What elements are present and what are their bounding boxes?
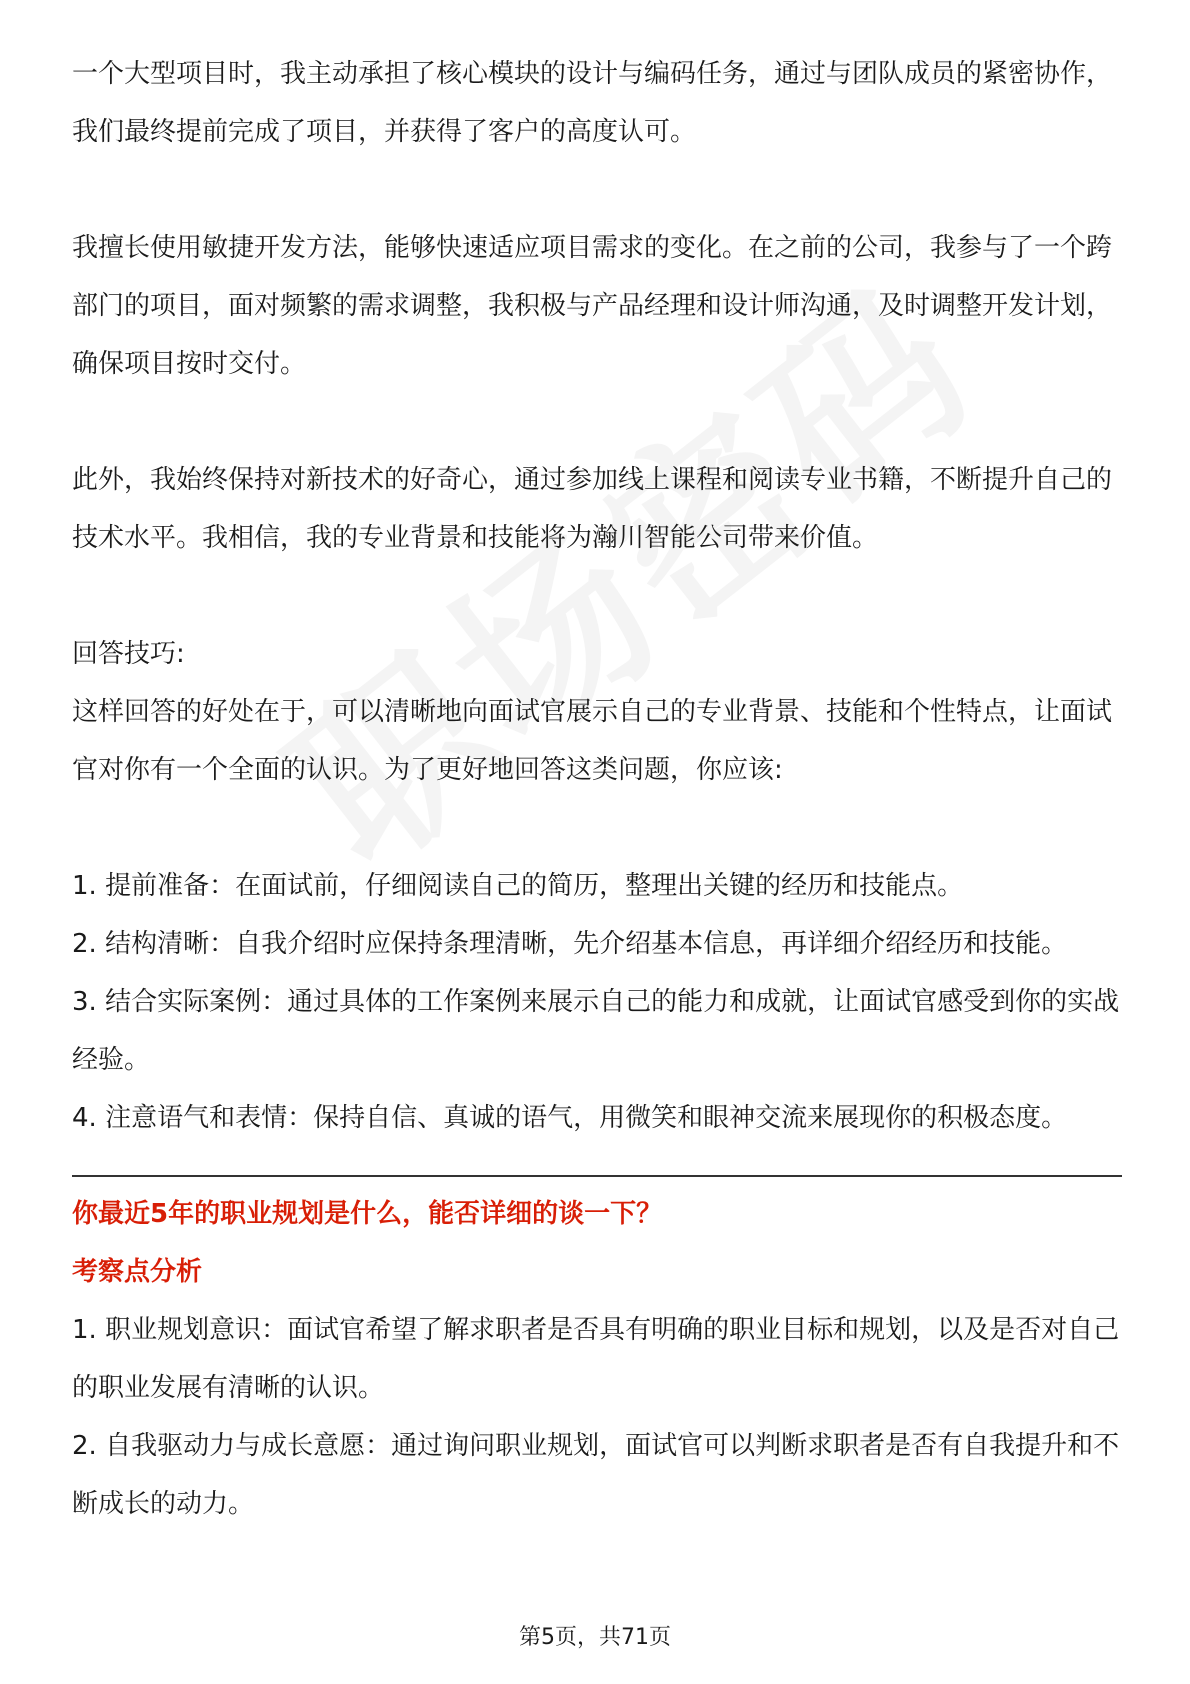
page-number: 第5页，共71页 [519,1625,671,1650]
tips-item: 1. 提前准备：在面试前，仔细阅读自己的简历，整理出关键的经历和技能点。 [72,871,964,901]
analysis-point: 2. 自我驱动力与成长意愿：通过询问职业规划，面试官可以判断求职者是否有自我提升和不断成长的动力。 [72,1431,1120,1519]
paragraph-agile: 我擅长使用敏捷开发方法，能够快速适应项目需求的变化。在之前的公司，我参与了一个跨部门的项目，面对频繁的需求调整，我积极与产品经理和设计师沟通，及时调整开发计划，确保项目按时交付。 [72,233,1113,379]
question-title: 你最近5年的职业规划是什么，能否详细的谈一下？ [72,1199,663,1229]
tips-item: 3. 结合实际案例：通过具体的工作案例来展示自己的能力和成就，让面试官感受到你的实战经验。 [72,987,1120,1075]
tips-heading: 回答技巧: [72,639,185,669]
tips-item: 4. 注意语气和表情：保持自信、真诚的语气，用微笑和眼神交流来展现你的积极态度。 [72,1103,1068,1133]
spacer [72,161,1122,219]
paragraph-project: 一个大型项目时，我主动承担了核心模块的设计与编码任务，通过与团队成员的紧密协作，我们最终提前完成了项目，并获得了客户的高度认可。 [72,59,1113,147]
spacer [72,567,1122,625]
tips-item: 2. 结构清晰：自我介绍时应保持条理清晰，先介绍基本信息，再详细介绍经历和技能。 [72,929,1068,959]
section-divider [72,1175,1122,1177]
page-content [72,45,1122,1533]
analysis-point: 1. 职业规划意识：面试官希望了解求职者是否具有明确的职业目标和规划，以及是否对自己的职业发展有清晰的认识。 [72,1315,1120,1403]
analysis-heading: 考察点分析 [72,1257,203,1287]
tips-intro: 这样回答的好处在于，可以清晰地向面试官展示自己的专业背景、技能和个性特点，让面试官对你有一个全面的认识。为了更好地回答这类问题，你应该: [72,697,1113,785]
spacer [72,393,1122,451]
paragraph-learning: 此外，我始终保持对新技术的好奇心，通过参加线上课程和阅读专业书籍，不断提升自己的技术水平。我相信，我的专业背景和技能将为瀚川智能公司带来价值。 [72,465,1113,553]
spacer [72,799,1122,857]
